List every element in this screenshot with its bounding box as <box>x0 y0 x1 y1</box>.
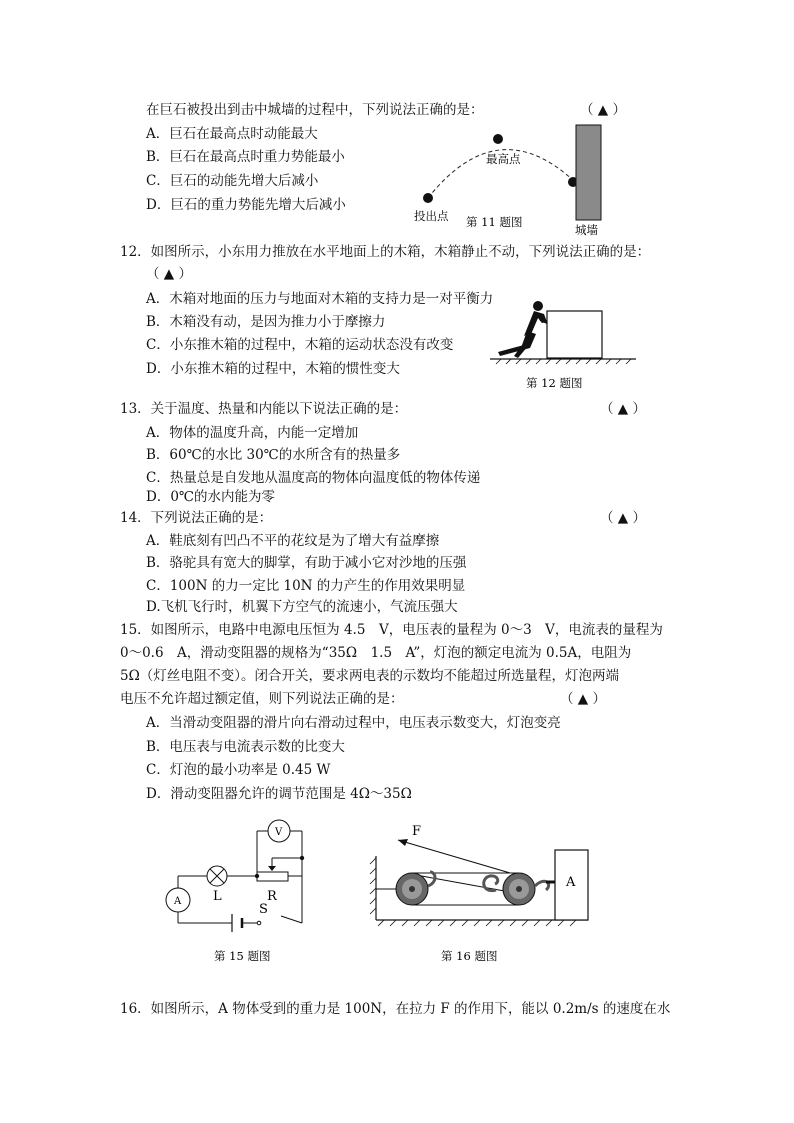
q14-stem: 14．下列说法正确的是： <box>120 510 273 526</box>
label-wall: 城墙 <box>575 223 598 237</box>
city-wall <box>576 125 601 220</box>
q13-answer-mark: （ ▲ ） <box>600 401 646 417</box>
rheostat-r <box>257 872 288 881</box>
q15-stem-line-1: 15．如图所示，电路中电源电压恒为 4.5 V，电压表的量程为 0～3 V，电流表的量程为 <box>120 622 663 638</box>
movable-pulley-hub <box>516 886 522 892</box>
q13-option-a: A．物体的温度升高，内能一定增加 <box>146 425 359 441</box>
switch-s <box>257 921 261 925</box>
q14-option-a: A．鞋底刻有凹凸不平的花纹是为了增大有益摩擦 <box>146 533 440 549</box>
q11-option-d: D．巨石的重力势能先增大后减小 <box>146 197 346 213</box>
ground-hatching <box>496 359 631 364</box>
q13-option-b: B．60℃的水比 30℃的水所含有的热量多 <box>146 447 401 463</box>
q11-figure-caption: 第 11 题图 <box>466 215 523 229</box>
wooden-box <box>547 311 602 358</box>
lamp-label: L <box>213 889 222 904</box>
q12-option-c: C．小东推木箱的过程中，木箱的运动状态没有改变 <box>146 337 454 353</box>
pushing-person <box>498 301 547 358</box>
q12-option-a: A．木箱对地面的压力与地面对木箱的支持力是一对平衡力 <box>146 291 494 307</box>
q11-option-c: C．巨石的动能先增大后减小 <box>146 173 319 189</box>
q14-option-b: B．骆驼具有宽大的脚掌，有助于减小它对沙地的压强 <box>146 555 467 571</box>
q12-option-d: D．小东推木箱的过程中，木箱的惯性变大 <box>146 361 400 377</box>
q11-answer-mark: （ ▲ ） <box>580 102 626 118</box>
ammeter-label: A <box>174 896 182 907</box>
q15-stem-line-3: 5Ω（灯丝电阻不变）。闭合开关，要求两电表的示数均不能超过所选量程，灯泡两端 <box>120 668 620 684</box>
switch-label: S <box>259 902 268 917</box>
label-launch-point: 投出点 <box>414 209 449 223</box>
q15-answer-mark: （ ▲ ） <box>560 691 606 707</box>
q11-option-b: B．巨石在最高点时重力势能最小 <box>146 149 345 165</box>
floor-hatching <box>378 920 576 926</box>
q15-option-b: B．电压表与电流表示数的比变大 <box>146 739 345 755</box>
block-label: A <box>566 875 576 890</box>
q16-pulley-figure <box>370 820 600 965</box>
q11-figure <box>410 120 630 240</box>
q15-option-d: D．滑动变阻器允许的调节范围是 4Ω～35Ω <box>146 786 412 802</box>
q11-option-a: A．巨石在最高点时动能最大 <box>146 126 318 142</box>
q12-stem: 12．如图所示，小东用力推放在水平地面上的木箱，木箱静止不动，下列说法正确的是： <box>120 244 651 260</box>
junction-dot <box>300 856 304 860</box>
q16-stem: 16．如图所示，A 物体受到的重力是 100N，在拉力 F 的作用下，能以 0.2m/s 的速度在水 <box>120 1001 671 1017</box>
q15-option-a: A．当滑动变阻器的滑片向右滑动过程中，电压表示数变大，灯泡变亮 <box>146 715 561 731</box>
q15-circuit-figure <box>160 812 320 972</box>
q13-option-c: C．热量总是自发地从温度高的物体向温度低的物体传递 <box>146 470 481 486</box>
q13-option-d: D．0℃的水内能为零 <box>146 489 276 505</box>
q14-option-c: C．100N 的力一定比 10N 的力产生的作用效果明显 <box>146 578 466 594</box>
force-label: F <box>412 824 422 839</box>
q13-stem: 13．关于温度、热量和内能以下说法正确的是： <box>120 401 408 417</box>
q15-option-c: C．灯泡的最小功率是 0.45 W <box>146 762 331 778</box>
q15-stem-line-2: 0～0.6 A，滑动变阻器的规格为“35Ω 1.5 A”，灯泡的额定电流为 0.5A，电阻为 <box>120 645 632 661</box>
junction-dot <box>255 874 259 878</box>
top-point-ball <box>493 134 503 144</box>
q12-option-b: B．木箱没有动，是因为推力小于摩擦力 <box>146 314 386 330</box>
q15-figure-caption: 第 15 题图 <box>214 949 271 963</box>
launch-point-ball <box>423 193 433 203</box>
rheostat-label: R <box>267 889 277 904</box>
fixed-pulley-hub <box>409 886 415 892</box>
q12-answer-mark: （ ▲ ） <box>146 266 192 282</box>
label-top-point: 最高点 <box>486 152 521 166</box>
slider-arrow <box>268 866 276 871</box>
q12-figure <box>490 296 640 392</box>
q11-stem: 在巨石被投出到击中城墙的过程中，下列说法正确的是： <box>146 102 484 118</box>
fixed-pulley-hook <box>428 872 435 886</box>
q15-stem-line-4: 电压不允许超过额定值，则下列说法正确的是： <box>120 691 404 707</box>
q14-option-d: D.飞机飞行时，机翼下方空气的流速小，气流压强大 <box>146 599 458 615</box>
wall-hatching <box>370 858 376 914</box>
q12-figure-caption: 第 12 题图 <box>526 376 583 390</box>
voltmeter-label: V <box>275 827 283 838</box>
force-arrow-head <box>398 839 408 846</box>
q16-figure-caption: 第 16 题图 <box>441 949 498 963</box>
q14-answer-mark: （ ▲ ） <box>600 510 646 526</box>
